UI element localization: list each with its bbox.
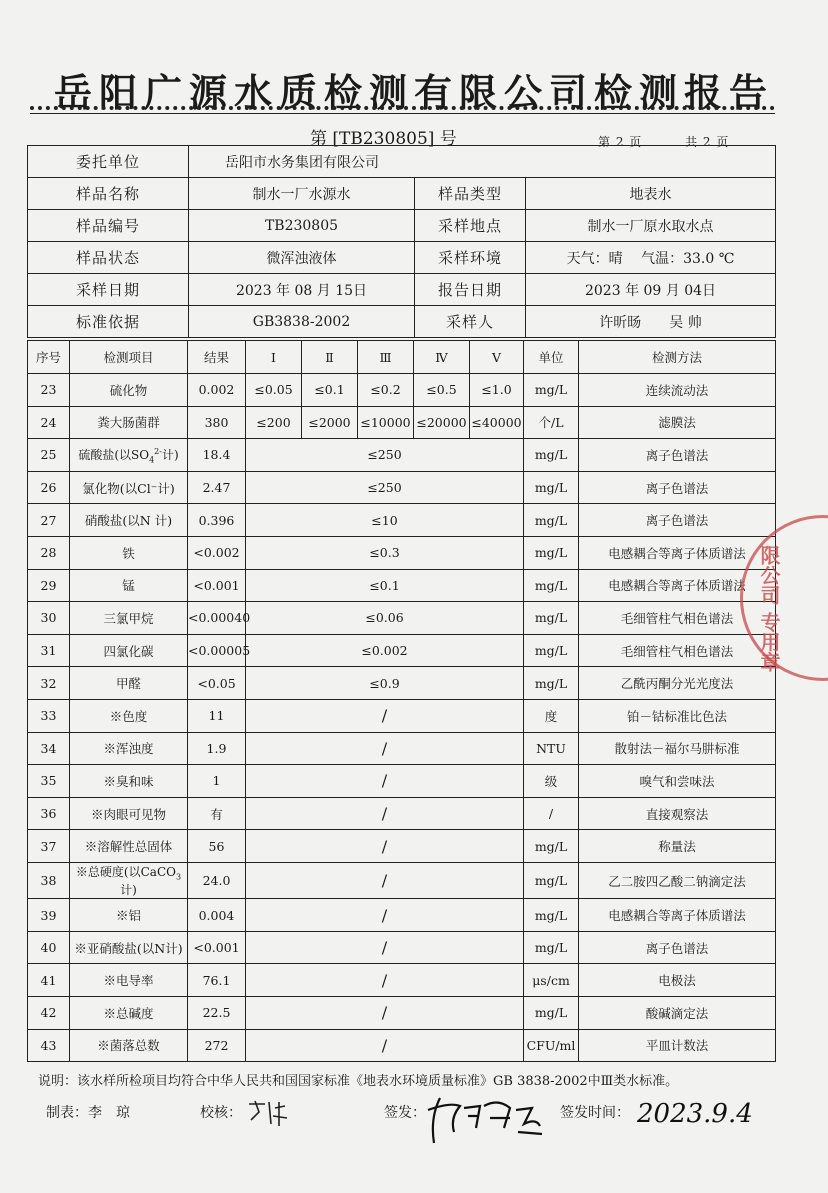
row-unit: CFU/ml	[524, 1029, 579, 1062]
row-limit-l5: ≤1.0	[470, 374, 524, 407]
standard-label: 标准依据	[28, 306, 189, 338]
row-unit: 个/L	[524, 406, 579, 439]
row-item: 粪大肠菌群	[70, 406, 188, 439]
sampler-value: 许昕旸 吴 帅	[526, 306, 776, 338]
table-row	[28, 406, 776, 439]
header-no: 序号	[28, 341, 70, 374]
header-result: 结果	[188, 341, 246, 374]
checked-label: 校核：	[200, 1105, 242, 1121]
sampler-label: 采样人	[415, 306, 526, 338]
row-limit-l2: ≤2000	[302, 406, 358, 439]
row-unit: 级	[524, 765, 579, 798]
row-no: 33	[28, 699, 70, 732]
row-limit: /	[246, 699, 524, 732]
row-item: 三氯甲烷	[70, 602, 188, 635]
table-row	[28, 899, 776, 932]
row-item-sub: 3	[175, 872, 182, 882]
header-class-4: Ⅳ	[414, 341, 470, 374]
row-item	[70, 862, 188, 898]
row-item: ※色度	[70, 699, 188, 732]
issue-time-label: 签发时间：	[560, 1105, 630, 1121]
sample-state-label: 样品状态	[28, 242, 189, 274]
row-method: 滤膜法	[579, 406, 776, 439]
report-title: 岳阳广源水质检测有限公司检测报告	[53, 71, 774, 115]
row-limit: /	[246, 797, 524, 830]
row-result: 18.4	[188, 439, 246, 472]
row-result: 2.47	[188, 471, 246, 504]
header-class-1: Ⅰ	[246, 341, 302, 374]
row-item: ※亚硝酸盐(以N计)	[70, 931, 188, 964]
row-no: 26	[28, 471, 70, 504]
row-result: <0.002	[188, 536, 246, 569]
row-result: <0.001	[188, 569, 246, 602]
row-no: 39	[28, 899, 70, 932]
issue-time-handwritten	[635, 1092, 755, 1132]
row-unit: mg/L	[524, 931, 579, 964]
row-limit: ≤0.1	[246, 569, 524, 602]
table-row	[28, 536, 776, 569]
row-method: 散射法－福尔马肼标准	[579, 732, 776, 765]
table-row	[28, 667, 776, 700]
table-row	[28, 997, 776, 1030]
row-unit: mg/L	[524, 536, 579, 569]
row-limit: /	[246, 765, 524, 798]
row-item: 四氯化碳	[70, 634, 188, 667]
report-number: 第 [TB230805] 号	[310, 129, 457, 149]
row-unit: mg/L	[524, 899, 579, 932]
sample-env-value: 天气：晴 气温：33.0 ℃	[526, 242, 776, 274]
table-row	[28, 602, 776, 635]
conclusion-note: 说明：该水样所检项目均符合中华人民共和国国家标准《地表水环境质量标准》GB 3838-2002中Ⅲ类水标准。	[38, 1074, 679, 1089]
table-row	[28, 931, 776, 964]
row-method: 乙酰丙酮分光光度法	[579, 667, 776, 700]
sample-type-label: 样品类型	[415, 178, 526, 210]
row-method: 电感耦合等离子体质谱法	[579, 899, 776, 932]
title-rule	[30, 113, 775, 114]
page-current: 第 2 页	[598, 135, 643, 149]
row-no: 37	[28, 830, 70, 863]
row-unit: /	[524, 797, 579, 830]
prepared-by	[46, 1102, 130, 1122]
row-no: 43	[28, 1029, 70, 1062]
row-limit: /	[246, 830, 524, 863]
row-unit: mg/L	[524, 471, 579, 504]
row-limit: /	[246, 732, 524, 765]
svg-text:2023.9.4: 2023.9.4	[637, 1099, 753, 1129]
table-row	[28, 504, 776, 537]
row-result: 1	[188, 765, 246, 798]
table-row	[28, 797, 776, 830]
row-limit: /	[246, 899, 524, 932]
row-limit-l1: ≤200	[246, 406, 302, 439]
row-limit: /	[246, 997, 524, 1030]
row-limit: ≤10	[246, 504, 524, 537]
header-class-2: Ⅱ	[302, 341, 358, 374]
row-method: 连续流动法	[579, 374, 776, 407]
table-row	[28, 569, 776, 602]
row-item-sub: 4	[149, 455, 155, 465]
row-limit: /	[246, 1029, 524, 1062]
row-result: 380	[188, 406, 246, 439]
row-limit-l4: ≤0.5	[414, 374, 470, 407]
row-method: 电极法	[579, 964, 776, 997]
row-no: 32	[28, 667, 70, 700]
row-limit: ≤0.002	[246, 634, 524, 667]
row-method: 铂－钴标准比色法	[579, 699, 776, 732]
table-row	[28, 699, 776, 732]
header-unit: 单位	[524, 341, 579, 374]
prepared-label: 制表：	[46, 1105, 88, 1121]
row-limit-l1: ≤0.05	[246, 374, 302, 407]
table-row	[28, 732, 776, 765]
row-result: <0.00040	[188, 602, 246, 635]
table-row	[28, 862, 776, 898]
row-item: 铁	[70, 536, 188, 569]
results-table	[27, 340, 776, 1062]
row-limit-l3: ≤0.2	[358, 374, 414, 407]
table-row	[28, 765, 776, 798]
row-limit-l3: ≤10000	[358, 406, 414, 439]
table-row	[28, 634, 776, 667]
page-total: 共 2 页	[685, 135, 730, 149]
row-limit: ≤0.9	[246, 667, 524, 700]
table-row	[28, 964, 776, 997]
sample-site-value: 制水一厂原水取水点	[526, 210, 776, 242]
row-limit-l4: ≤20000	[414, 406, 470, 439]
sample-date-value: 2023 年 08 月 15日	[189, 274, 415, 306]
row-method: 离子色谱法	[579, 439, 776, 472]
row-item: ※溶解性总固体	[70, 830, 188, 863]
row-result: <0.05	[188, 667, 246, 700]
row-item-sup: 2-	[154, 446, 162, 456]
row-unit: 度	[524, 699, 579, 732]
sample-code-value: TB230805	[189, 210, 415, 242]
sample-name-label: 样品名称	[28, 178, 189, 210]
row-limit: ≤250	[246, 439, 524, 472]
row-item: ※肉眼可见物	[70, 797, 188, 830]
row-unit: mg/L	[524, 504, 579, 537]
row-item: 锰	[70, 569, 188, 602]
row-item-text: ※总硬度(以CaCO	[75, 864, 176, 879]
row-item	[70, 439, 188, 472]
row-item-suffix: 计)	[161, 447, 179, 462]
row-result: 11	[188, 699, 246, 732]
row-unit: mg/L	[524, 439, 579, 472]
row-method: 电感耦合等离子体质谱法	[579, 536, 776, 569]
row-result: 0.396	[188, 504, 246, 537]
row-result: 24.0	[188, 862, 246, 898]
row-method: 电感耦合等离子体质谱法	[579, 569, 776, 602]
header-item: 检测项目	[70, 341, 188, 374]
row-item: 硝酸盐(以N 计)	[70, 504, 188, 537]
prepared-name: 李 琼	[88, 1105, 130, 1121]
row-method: 乙二胺四乙酸二钠滴定法	[579, 862, 776, 898]
row-item: ※浑浊度	[70, 732, 188, 765]
header-class-3: Ⅲ	[358, 341, 414, 374]
row-result: 1.9	[188, 732, 246, 765]
report-date-label: 报告日期	[415, 274, 526, 306]
row-no: 34	[28, 732, 70, 765]
sample-type-value: 地表水	[526, 178, 776, 210]
row-no: 27	[28, 504, 70, 537]
row-no: 31	[28, 634, 70, 667]
row-item-text: 硫酸盐(以SO	[78, 447, 150, 462]
sample-info-table	[27, 145, 776, 338]
row-method: 毛细管柱气相色谱法	[579, 634, 776, 667]
row-unit: mg/L	[524, 667, 579, 700]
table-row	[28, 439, 776, 472]
row-no: 28	[28, 536, 70, 569]
sample-state-value: 微浑浊液体	[189, 242, 415, 274]
row-result: 56	[188, 830, 246, 863]
row-limit: /	[246, 931, 524, 964]
row-item: ※菌落总数	[70, 1029, 188, 1062]
client-value: 岳阳市水务集团有限公司	[189, 146, 776, 178]
row-no: 40	[28, 931, 70, 964]
row-no: 38	[28, 862, 70, 898]
sample-code-label: 样品编号	[28, 210, 189, 242]
row-method: 平皿计数法	[579, 1029, 776, 1062]
row-limit: ≤250	[246, 471, 524, 504]
header-method: 检测方法	[579, 341, 776, 374]
row-limit: ≤0.3	[246, 536, 524, 569]
sample-date-label: 采样日期	[28, 274, 189, 306]
row-item: 氯化物(以Cl⁻计)	[70, 471, 188, 504]
row-item: ※电导率	[70, 964, 188, 997]
sample-name-value: 制水一厂水源水	[189, 178, 415, 210]
row-unit: mg/L	[524, 634, 579, 667]
row-unit: mg/L	[524, 569, 579, 602]
row-method: 酸碱滴定法	[579, 997, 776, 1030]
row-unit: mg/L	[524, 602, 579, 635]
row-item: 甲醛	[70, 667, 188, 700]
row-item: ※臭和味	[70, 765, 188, 798]
row-unit: mg/L	[524, 862, 579, 898]
company-seal-text: 限公司 专用章	[757, 545, 781, 672]
row-item-suffix: 计)	[120, 883, 137, 898]
row-method: 称量法	[579, 830, 776, 863]
issuer-label: 签发：	[384, 1105, 426, 1121]
row-no: 41	[28, 964, 70, 997]
row-method: 离子色谱法	[579, 931, 776, 964]
title-dotted-rule	[30, 106, 775, 110]
row-unit: μs/cm	[524, 964, 579, 997]
row-item: 硫化物	[70, 374, 188, 407]
row-no: 35	[28, 765, 70, 798]
standard-value: GB3838-2002	[189, 306, 415, 338]
row-no: 30	[28, 602, 70, 635]
row-result: <0.001	[188, 931, 246, 964]
row-no: 42	[28, 997, 70, 1030]
row-method: 离子色谱法	[579, 504, 776, 537]
row-method: 嗅气和尝味法	[579, 765, 776, 798]
row-unit: NTU	[524, 732, 579, 765]
client-label: 委托单位	[28, 146, 189, 178]
row-no: 25	[28, 439, 70, 472]
table-row	[28, 374, 776, 407]
checker-signature	[245, 1098, 290, 1128]
row-no: 23	[28, 374, 70, 407]
table-row	[28, 471, 776, 504]
row-result: 有	[188, 797, 246, 830]
row-unit: mg/L	[524, 830, 579, 863]
row-item: ※总碱度	[70, 997, 188, 1030]
row-item: ※铝	[70, 899, 188, 932]
row-result: 272	[188, 1029, 246, 1062]
row-result: <0.00005	[188, 634, 246, 667]
row-result: 22.5	[188, 997, 246, 1030]
row-limit: /	[246, 964, 524, 997]
sample-site-label: 采样地点	[415, 210, 526, 242]
report-date-value: 2023 年 09 月 04日	[526, 274, 776, 306]
row-no: 24	[28, 406, 70, 439]
row-no: 29	[28, 569, 70, 602]
row-unit: mg/L	[524, 374, 579, 407]
table-row	[28, 830, 776, 863]
row-unit: mg/L	[524, 997, 579, 1030]
row-method: 直接观察法	[579, 797, 776, 830]
row-result: 0.002	[188, 374, 246, 407]
row-method: 离子色谱法	[579, 471, 776, 504]
row-limit-l5: ≤40000	[470, 406, 524, 439]
row-limit: /	[246, 862, 524, 898]
row-limit: ≤0.06	[246, 602, 524, 635]
row-method: 毛细管柱气相色谱法	[579, 602, 776, 635]
row-no: 36	[28, 797, 70, 830]
sample-env-label: 采样环境	[415, 242, 526, 274]
table-row	[28, 1029, 776, 1062]
row-result: 0.004	[188, 899, 246, 932]
row-limit-l2: ≤0.1	[302, 374, 358, 407]
issuer-signature	[420, 1088, 550, 1148]
header-class-5: Ⅴ	[470, 341, 524, 374]
row-result: 76.1	[188, 964, 246, 997]
